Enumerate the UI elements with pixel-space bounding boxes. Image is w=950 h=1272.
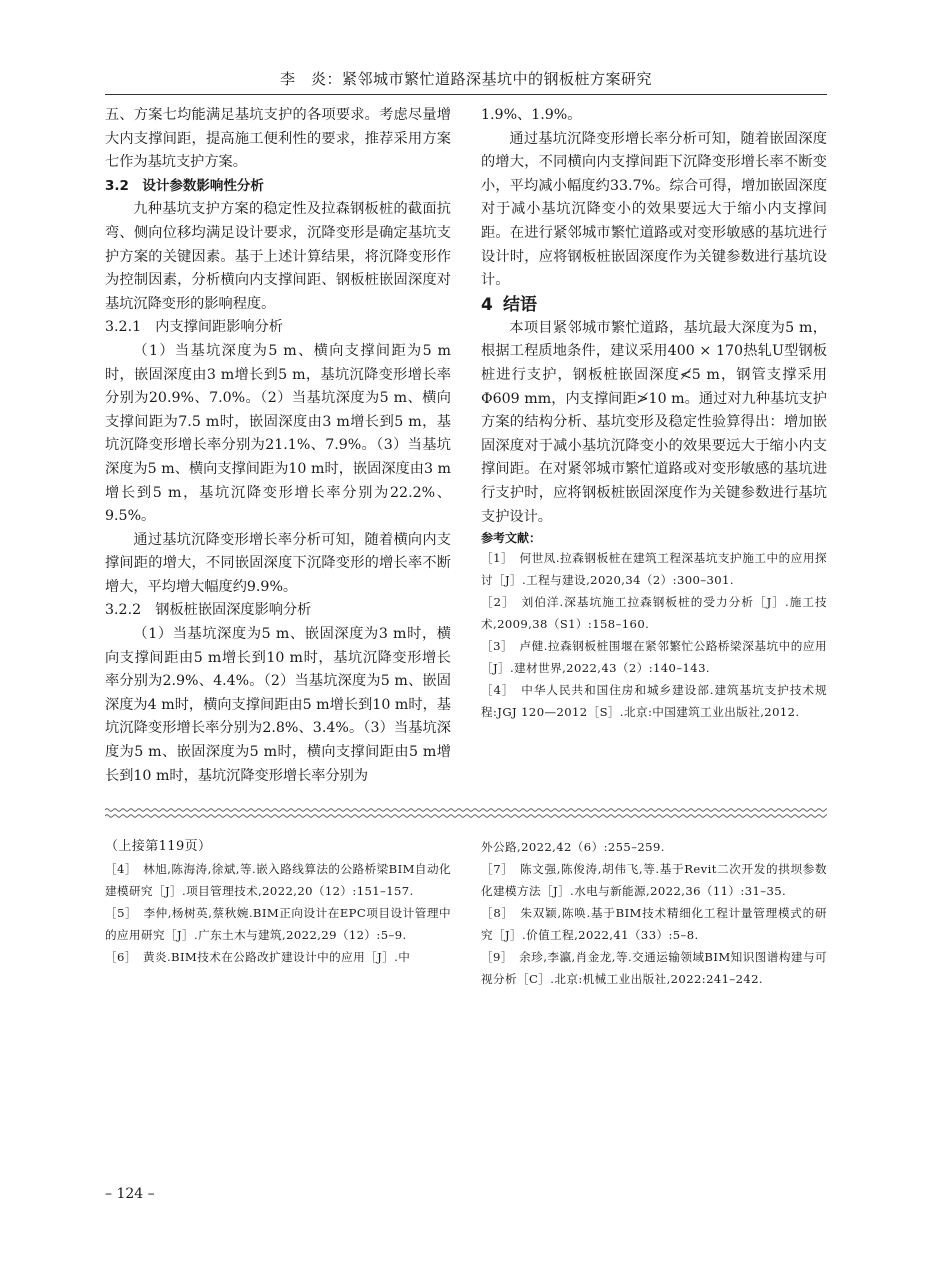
continuation-right-column	[481, 836, 827, 990]
reference-item: ［4］ 林旭,陈海涛,徐斌,等.嵌入路线算法的公路桥梁BIM自动化建模研究［J］.项目管理技术,2022,20（12）:151–157.	[105, 862, 451, 898]
intro-paragraph: 五、方案七均能满足基坑支护的各项要求。考虑尽量增大内支撑间距，提高施工便利性的要求，推荐采用方案七作为基坑支护方案。	[105, 107, 451, 171]
references-heading: 参考文献：	[481, 531, 542, 546]
section-4-title: 结语	[503, 294, 537, 315]
reference-item: 外公路,2022,42（6）:255–259.	[481, 840, 665, 854]
running-header: 李 炎：紧邻城市繁忙道路深基坑中的钢板桩方案研究	[279, 70, 652, 88]
reference-item: ［1］ 何世凤.拉森钢板桩在建筑工程深基坑支护施工中的应用探讨［J］.工程与建设,2020,34（2）:300–301.	[481, 551, 827, 588]
section-4-number: 4	[481, 294, 493, 315]
section-3-2-paragraph: 九种基坑支护方案的稳定性及拉森钢板桩的截面抗弯、侧向位移均满足设计要求，沉降变形是确定基坑支护方案的关键因素。基于上述计算结果，将沉降变形作为控制因素，分析横向内支撑间距、钢板桩嵌固深度对基坑沉降变形的影响程度。	[105, 201, 451, 312]
reference-item: ［7］ 陈文强,陈俊涛,胡伟飞,等.基于Revit二次开发的拱坝参数化建模方法［J］.水电与新能源,2022,36（11）:31–35.	[481, 862, 827, 898]
analysis-paragraph: 通过基坑沉降变形增长率分析可知，随着嵌固深度的增大，不同横向内支撑间距下沉降变形增长率不断变小，平均减小幅度约33.7%。综合可得，增加嵌固深度对于减小基坑沉降变小的效果要远大于缩小内支撑间距。在进行紧邻城市繁忙道路或对变形敏感的基坑进行设计时，应将钢板桩嵌固深度作为关键参数进行基坑设计。	[481, 130, 827, 289]
section-3-2-2-paragraph: （1）当基坑深度为5 m、嵌固深度为3 m时，横向支撑间距由5 m增长到10 m时，基坑沉降变形增长率分别为2.9%、4.4%。（2）当基坑深度为5 m、嵌固深度为4 m时，横向支撑间距由5 m增长到10 m时，基坑沉降变形增长率分别为2.8%、3.4%。（3）当基坑深度为5 m、嵌固深度为5 m时，横向支撑间距由5 m增长到10 m时，基坑沉降变形增长率分别为	[105, 626, 451, 784]
conclusion-paragraph: 本项目紧邻城市繁忙道路，基坑最大深度为5 m，根据工程质地条件，建议采用400 × 170热轧U型钢板桩进行支护，钢板桩嵌固深度≮5 m，钢管支撑采用Φ609 mm，内支撑间距≯10 m。通过对九种基坑支护方案的结构分析、基坑变形及稳定性验算得出：增加嵌固深度对于减小基坑沉降变小的效果要远大于缩小内支撑间距。在对紧邻城市繁忙道路或对变形敏感的基坑进行支护时，应将钢板桩嵌固深度作为关键参数进行基坑支护设计。	[481, 319, 827, 525]
reference-item: ［9］ 余珍,李瀛,肖金龙,等.交通运输领域BIM知识图谱构建与可视分析［C］.北京:机械工业出版社,2022:241–242.	[481, 950, 827, 986]
section-3-2-heading: 3.2 设计参数影响性分析	[105, 177, 264, 194]
reference-item: ［5］ 李仲,杨树英,蔡秋婉.BIM正向设计在EPC项目设计管理中的应用研究［J］.广东土木与建筑,2022,29（12）:5–9.	[105, 906, 451, 942]
header-rule	[105, 94, 827, 95]
reference-item: ［6］ 黄炎.BIM技术在公路改扩建设计中的应用［J］.中	[105, 950, 411, 964]
section-3-2-1-paragraph-1: （1）当基坑深度为5 m、横向支撑间距为5 m时，嵌固深度由3 m增长到5 m，基坑沉降变形增长率分别为20.9%、7.0%。（2）当基坑深度为5 m、横向支撑间距为7.5 m时，嵌固深度由3 m增长到5 m，基坑沉降变形增长率分别为21.1%、7.9%。（3）当基坑深度为5 m、横向支撑间距为10 m时，嵌固深度由3 m增长到5 m，基坑沉降变形增长率分别为22.2%、9.5%。	[105, 342, 451, 525]
section-3-2-2-heading: 3.2.2 钢板桩嵌固深度影响分析	[105, 602, 312, 619]
reference-item: ［3］ 卢健.拉森钢板桩围堰在紧邻繁忙公路桥梁深基坑中的应用［J］.建材世界,2022,43（2）:140–143.	[481, 639, 827, 676]
page-number: – 124 –	[105, 1186, 155, 1202]
continued-paragraph: 1.9%、1.9%。	[481, 107, 582, 123]
reference-item: ［4］ 中华人民共和国住房和城乡建设部.建筑基坑支护技术规程:JGJ 120—2012［S］.北京:中国建筑工业出版社,2012.	[481, 683, 827, 720]
left-column	[105, 104, 451, 788]
reference-item: ［8］ 朱双颖,陈唤.基于BIM技术精细化工程计量管理模式的研究［J］.价值工程,2022,41（33）:5–8.	[481, 906, 827, 942]
reference-item: ［2］ 刘伯洋.深基坑施工拉森钢板桩的受力分析［J］.施工技术,2009,38（S1）:158–160.	[481, 595, 827, 632]
continuation-left-column	[105, 836, 451, 968]
section-3-2-1-paragraph-2: 通过基坑沉降变形增长率分析可知，随着横向内支撑间距的增大，不同嵌固深度下沉降变形的增长率不断增大，平均增大幅度约9.9%。	[105, 531, 451, 595]
wavy-separator	[105, 806, 827, 820]
right-column	[481, 104, 827, 723]
section-3-2-1-heading: 3.2.1 内支撑间距影响分析	[105, 319, 283, 336]
section-4-heading	[481, 293, 827, 317]
continuation-label: （上接第119页）	[105, 839, 212, 854]
